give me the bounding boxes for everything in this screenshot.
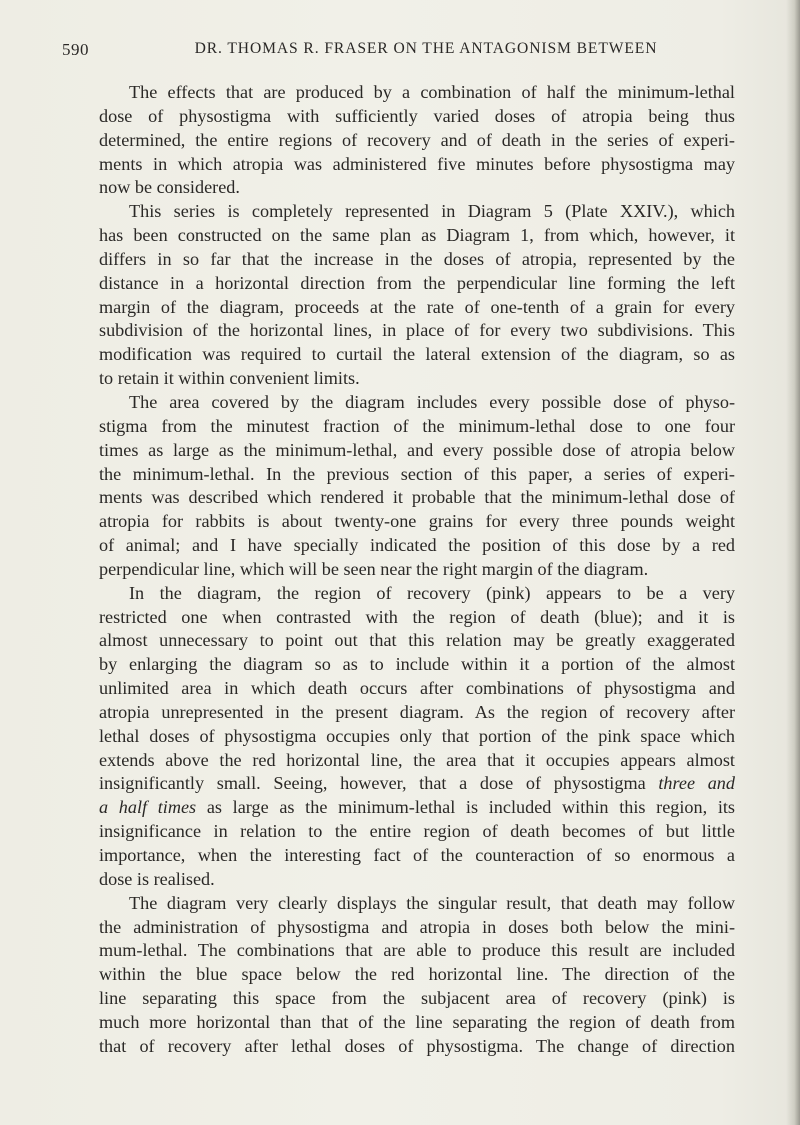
italic-phrase: a half times	[99, 797, 197, 818]
text-line: The area covered by the diagram includes every possible dose of physo-	[129, 391, 735, 412]
text-line: the administration of physostigma and atropia in doses both below the mini-	[99, 916, 735, 937]
text-line: of animal; and I have specially indicated the position of this dose by a red	[99, 535, 735, 556]
text-line: now be considered.	[99, 177, 240, 198]
text-line: lethal doses of physostigma occupies only that portion of the pink space which	[99, 725, 735, 746]
text-line: ments in which atropia was administered five minutes before physostigma may	[99, 153, 735, 174]
text-line: much more horizontal than that of the line separating the region of death from	[99, 1011, 735, 1032]
running-header	[62, 40, 740, 62]
text-line: This series is completely represented in Diagram 5 (Plate XXIV.), which	[129, 201, 735, 222]
text-line: within the blue space below the red horizontal line. The direction of the	[99, 964, 735, 985]
text-line: restricted one when contrasted with the region of death (blue); and it is	[99, 606, 735, 627]
text-line: almost unnecessary to point out that this relation may be greatly exaggerated	[99, 630, 735, 651]
text-line: the minimum-lethal. In the previous section of this paper, a series of experi-	[99, 463, 735, 484]
text-line: subdivision of the horizontal lines, in place of for every two subdivisions. This	[99, 320, 735, 341]
running-title: DR. THOMAS R. FRASER ON THE ANTAGONISM BETWEEN	[194, 40, 658, 57]
text-line: has been constructed on the same plan as Diagram 1, from which, however, it	[99, 225, 735, 246]
text-segment: as large as the minimum-lethal is included within this region, its	[206, 797, 736, 818]
text-line: margin of the diagram, proceeds at the rate of one-tenth of a grain for every	[99, 296, 735, 317]
text-line: atropia for rabbits is about twenty-one grains for every three pounds weight	[99, 511, 735, 532]
page-edge-shadow	[786, 0, 800, 1125]
text-line: The diagram very clearly displays the singular result, that death may follow	[129, 892, 735, 913]
text-line: modification was required to curtail the lateral extension of the diagram, so as	[99, 344, 735, 365]
text-line: by enlarging the diagram so as to include within it a portion of the almost	[99, 654, 735, 675]
text-line: stigma from the minutest fraction of the minimum-lethal dose to one four	[99, 415, 735, 436]
text-line: line separating this space from the subjacent area of recovery (pink) is	[99, 988, 735, 1009]
text-line	[99, 796, 735, 820]
text-line: determined, the entire regions of recovery and of death in the series of experi-	[99, 129, 735, 150]
text-line: The effects that are produced by a combination of half the minimum-lethal	[129, 82, 735, 102]
text-line: dose is realised.	[99, 868, 215, 889]
text-line: to retain it within convenient limits.	[99, 368, 360, 389]
text-segment: insignificantly small. Seeing, however, that a dose of physostigma	[99, 773, 646, 794]
page-number: 590	[62, 40, 89, 59]
body-text	[99, 81, 735, 1059]
text-line: dose of physostigma with sufficiently varied doses of atropia being thus	[99, 105, 735, 126]
text-line: perpendicular line, which will be seen near the right margin of the diagram.	[99, 558, 649, 579]
text-line: that of recovery after lethal doses of physostigma. The change of direction	[99, 1035, 735, 1056]
text-line	[99, 772, 735, 796]
text-line: mum-lethal. The combinations that are able to produce this result are included	[99, 940, 735, 961]
text-line: distance in a horizontal direction from the perpendicular line forming the left	[99, 272, 735, 293]
text-line: insignificance in relation to the entire region of death becomes of but little	[99, 821, 735, 842]
text-line: importance, when the interesting fact of the counteraction of so enormous a	[99, 845, 735, 865]
italic-phrase: three and	[658, 773, 735, 794]
text-line: unlimited area in which death occurs after combinations of physostigma and	[99, 678, 735, 699]
text-line: extends above the red horizontal line, the area that it occupies appears almost	[99, 749, 735, 770]
text-line: In the diagram, the region of recovery (pink) appears to be a very	[129, 582, 735, 603]
text-line: ments was described which rendered it probable that the minimum-lethal dose of	[99, 487, 735, 508]
text-line: times as large as the minimum-lethal, and every possible dose of atropia below	[99, 439, 735, 460]
text-line: atropia unrepresented in the present diagram. As the region of recovery after	[99, 701, 735, 722]
text-line: differs in so far that the increase in the doses of atropia, represented by the	[99, 248, 735, 269]
